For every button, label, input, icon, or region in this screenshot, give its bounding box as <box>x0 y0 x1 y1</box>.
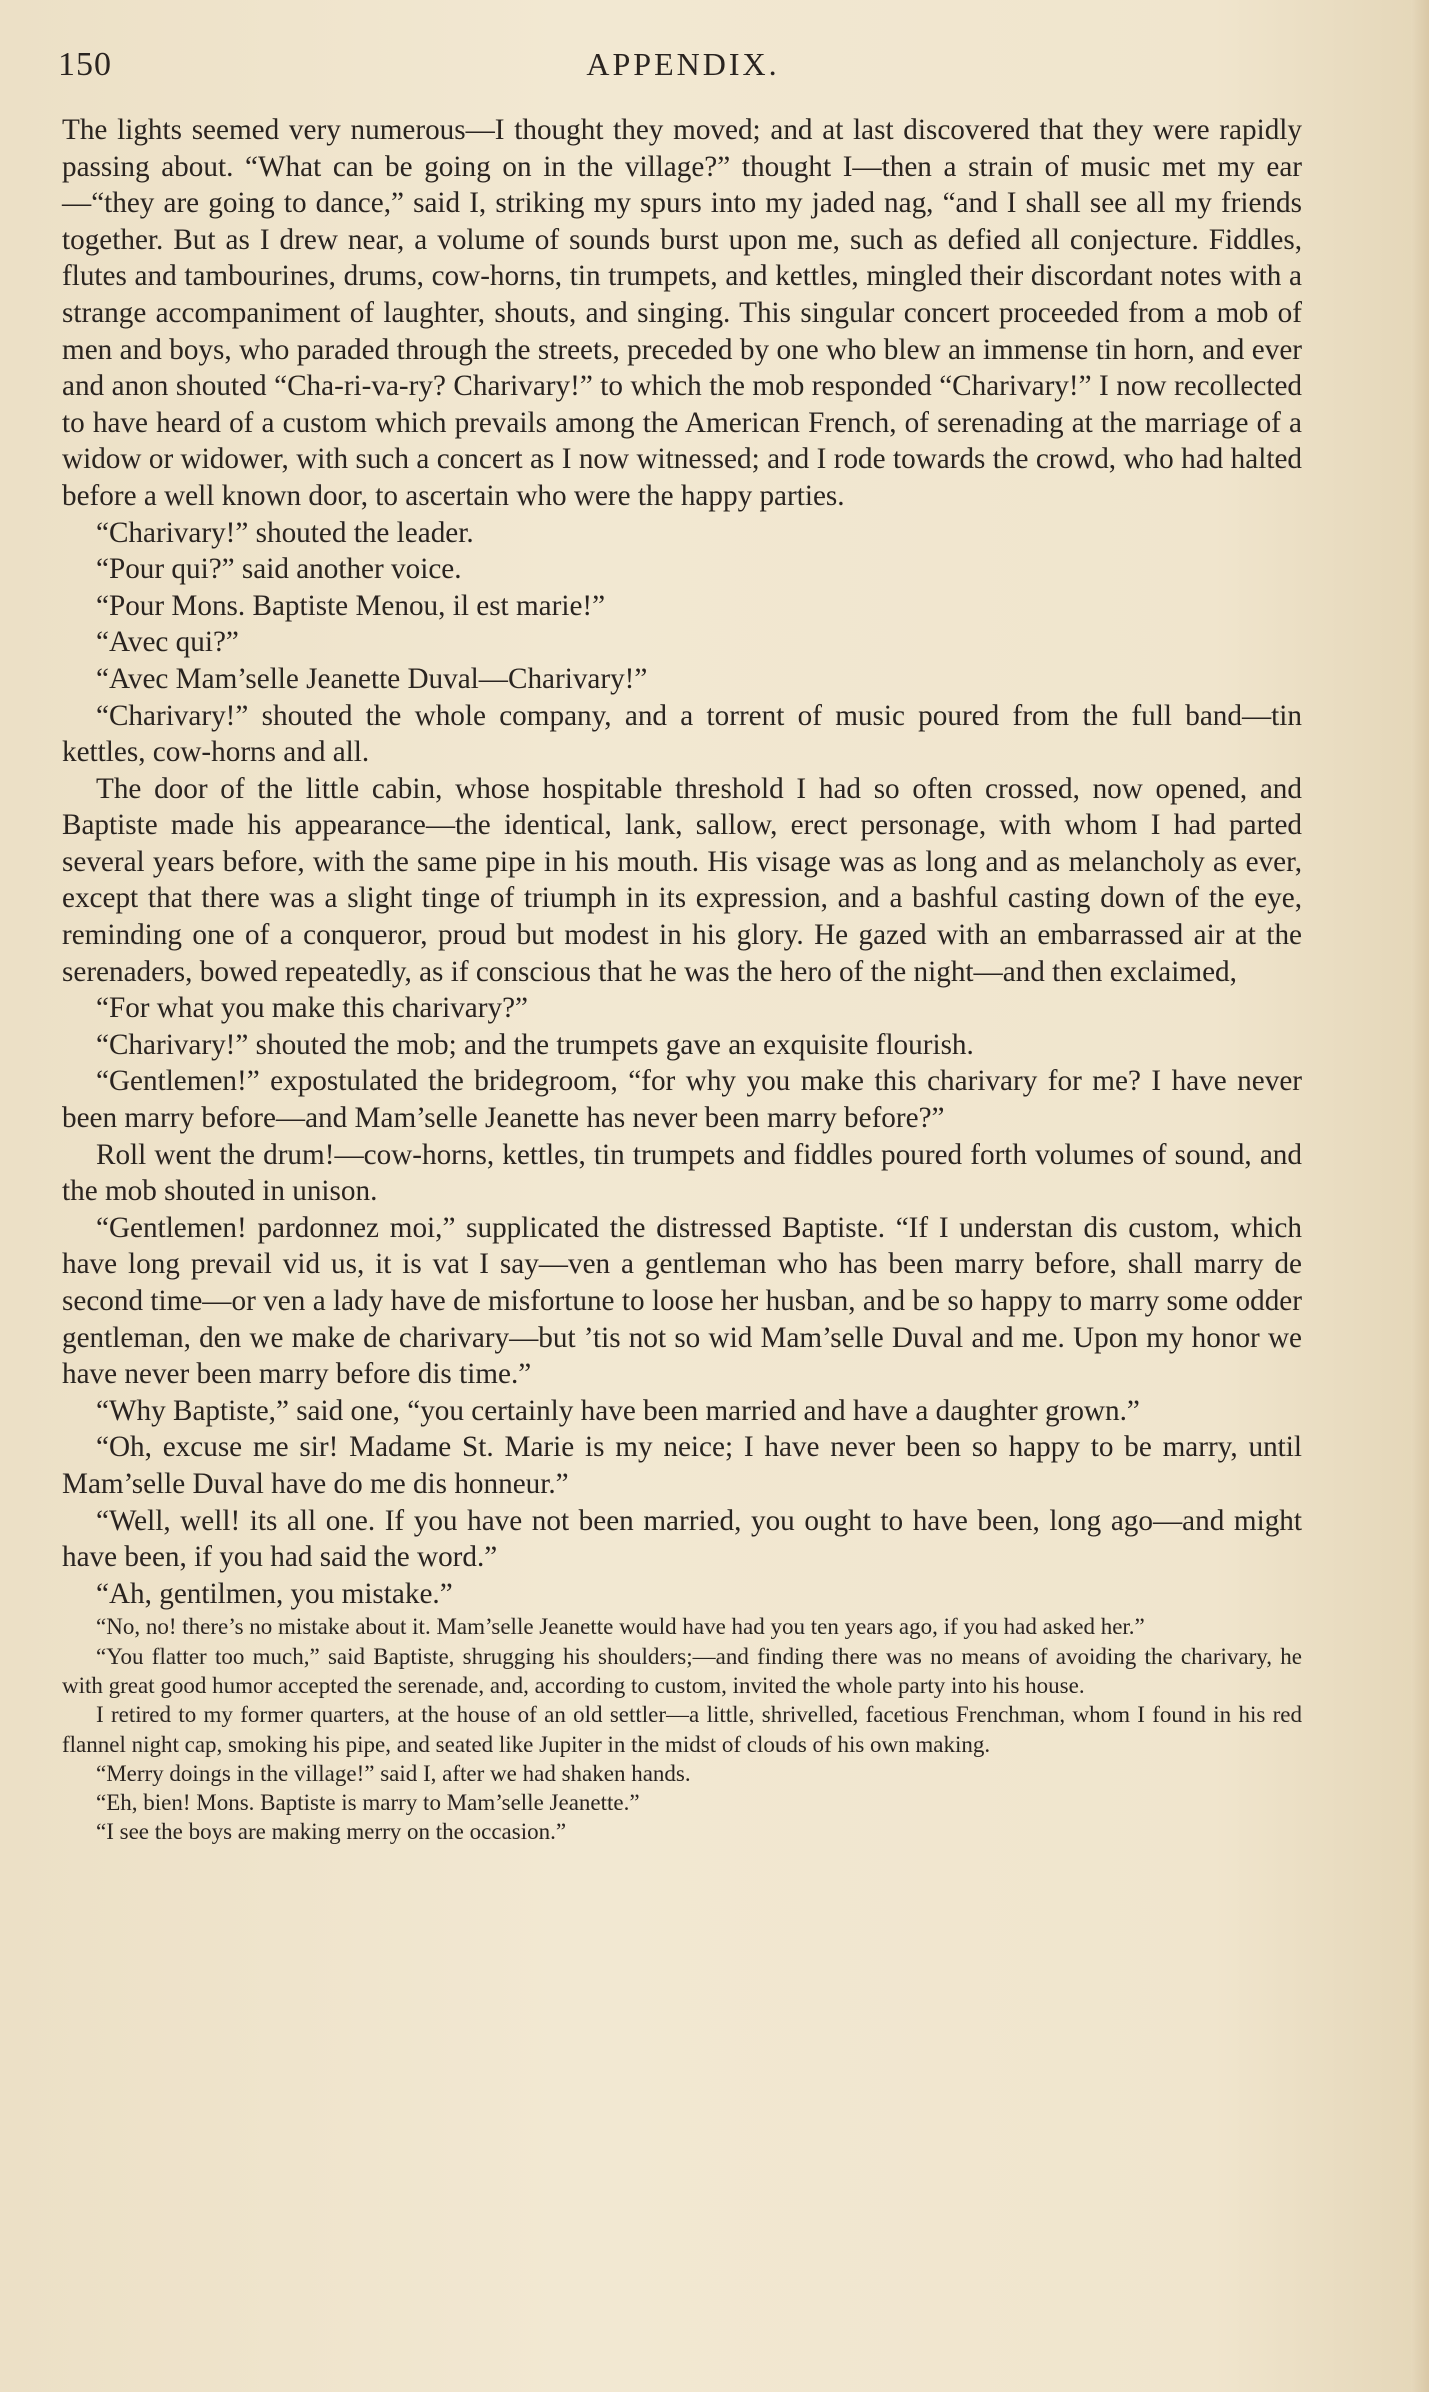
paragraph: “Eh, bien! Mons. Baptiste is marry to Mam’selle Jeanette.” <box>96 1790 640 1816</box>
paragraph: “Charivary!” shouted the mob; and the trumpets gave an exquisite flourish. <box>96 1028 974 1061</box>
paragraph: “You flatter too much,” said Baptiste, shrugging his shoulders;—and finding there was no means of avoiding the charivary, he with great good humor accepted the serenade, and, according to custom, invited the whole party into his house. <box>62 1643 1302 1698</box>
paragraph: The door of the little cabin, whose hospitable threshold I had so often crossed, now opened, and Baptiste made his appearance—the identical, lank, sallow, erect personage, with whom I had parted several years before, with the same pipe in his mouth. His visage was as long and as melancholy as ever, except that there was a slight tinge of triumph in its expression, and a bashful casting down of the eye, reminding one of a conqueror, proud but modest in his glory. He gazed with an embarrassed air at the serenaders, bowed repeatedly, as if conscious that he was the hero of the night—and then exclaimed, <box>62 772 1302 988</box>
page-number: 150 <box>58 46 112 83</box>
paragraph: I retired to my former quarters, at the house of an old settler—a little, shrivelled, facetious Frenchman, whom I found in his red flannel night cap, smoking his pipe, and seated like Jupiter in the midst of clouds of his own making. <box>62 1702 1302 1757</box>
paragraph: “Gentlemen!” expostulated the bridegroom, “for why you make this charivary for me? I have never been marry before—and Mam’selle Jeanette has never been marry before?” <box>62 1065 1302 1135</box>
paragraph: “For what you make this charivary?” <box>96 992 528 1025</box>
body-text <box>62 112 1302 1847</box>
page-edge <box>1411 0 1429 2392</box>
paragraph: Roll went the drum!—cow-horns, kettles, tin trumpets and fiddles poured forth volumes of sound, and the mob shouted in unison. <box>62 1138 1302 1208</box>
running-head: APPENDIX. <box>586 46 780 82</box>
paragraph: “Charivary!” shouted the leader. <box>96 516 474 549</box>
paragraph: “Avec qui?” <box>96 626 239 659</box>
paragraph: “Well, well! its all one. If you have not been married, you ought to have been, long ago—and might have been, if you had said the word.” <box>62 1504 1302 1574</box>
paragraph: “Ah, gentilmen, you mistake.” <box>96 1577 453 1610</box>
paragraph: “Gentlemen! pardonnez moi,” supplicated the distressed Baptiste. “If I understan dis custom, which have long prevail vid us, it is vat I say—ven a gentleman who has been marry before, shall marry de second time—or ven a lady have de misfortune to loose her husban, and be so happy to marry some odder gentleman, den we make de charivary—but ’tis not so wid Mam’selle Duval and me. Upon my honor we have never been marry before dis time.” <box>62 1211 1302 1391</box>
paragraph: “I see the boys are making merry on the occasion.” <box>96 1819 567 1845</box>
paragraph: “Avec Mam’selle Jeanette Duval—Charivary!” <box>96 662 648 695</box>
paragraph: “Oh, excuse me sir! Madame St. Marie is my neice; I have never been so happy to be marry, until Mam’selle Duval have do me dis honneur.” <box>62 1431 1302 1500</box>
paragraph: “Why Baptiste,” said one, “you certainly have been married and have a daughter grown.” <box>96 1394 1140 1427</box>
paragraph: “Pour Mons. Baptiste Menou, il est marie!” <box>96 589 606 622</box>
small-type-section <box>62 1612 1302 1846</box>
paragraph: “No, no! there’s no mistake about it. Mam’selle Jeanette would have had you ten years ago, if you had asked her.” <box>96 1614 1145 1640</box>
paragraph: “Pour qui?” said another voice. <box>96 553 462 586</box>
paragraph: “Charivary!” shouted the whole company, and a torrent of music poured from the full band—tin kettles, cow-horns and all. <box>62 699 1302 769</box>
page-header <box>58 46 1308 94</box>
paragraph: The lights seemed very numerous—I thought they moved; and at last discovered that they were rapidly passing about. “What can be going on in the village?” thought I—then a strain of music met my ear—“they are going to dance,” said I, striking my spurs into my jaded nag, “and I shall see all my friends together. But as I drew near, a volume of sounds burst upon me, such as defied all conjecture. Fiddles, flutes and tambourines, drums, cow-horns, tin trumpets, and kettles, mingled their discordant notes with a strange accompaniment of laughter, shouts, and singing. This singular concert proceeded from a mob of men and boys, who paraded through the streets, preceded by one who blew an immense tin horn, and ever and anon shouted “Cha-ri-va-ry? Charivary!” to which the mob responded “Charivary!” I now recollected to have heard of a custom which prevails among the American French, of serenading at the marriage of a widow or widower, with such a concert as I now witnessed; and I rode towards the crowd, who had halted before a well known door, to ascertain who were the happy parties. <box>62 114 1302 512</box>
paragraph: “Merry doings in the village!” said I, after we had shaken hands. <box>96 1760 691 1786</box>
